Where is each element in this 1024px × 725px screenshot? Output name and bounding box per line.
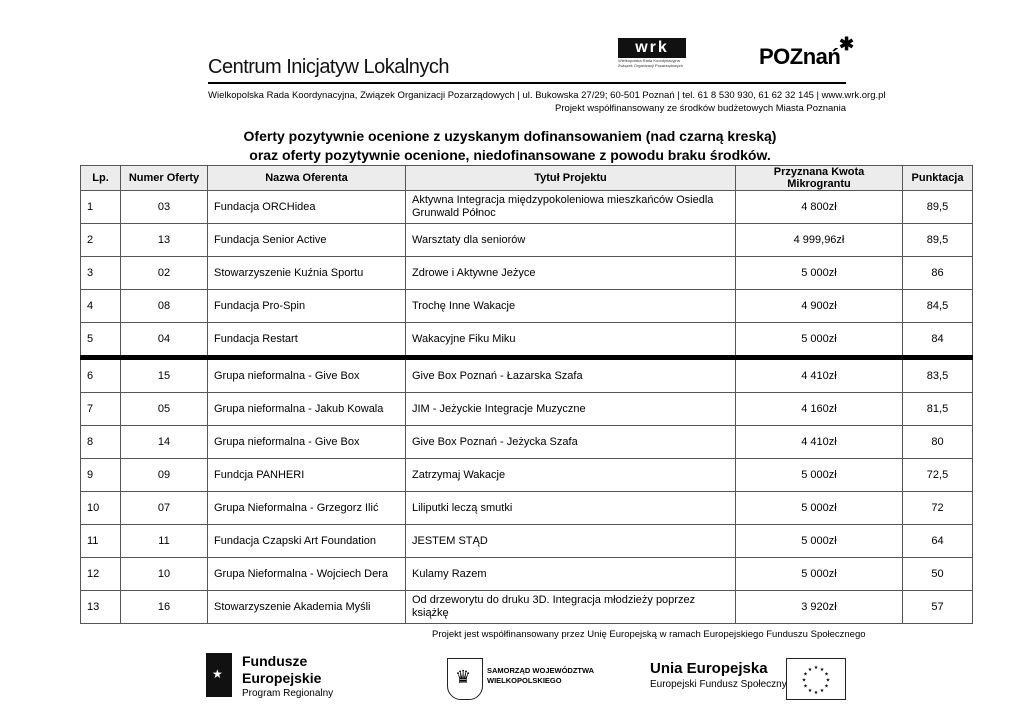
eu-stars-icon	[800, 664, 832, 694]
wrk-logo-subtitle-2: Związek Organizacji Pozarządowych	[618, 63, 684, 68]
header-project-title: Tytuł Projektu	[406, 166, 736, 191]
cell-score: 83,5	[903, 358, 973, 393]
cell-offer-number: 14	[121, 426, 208, 459]
fe-mark-icon: ★	[206, 653, 232, 697]
cell-lp: 13	[81, 591, 121, 624]
cell-lp: 4	[81, 290, 121, 323]
cell-project-title: Liliputki leczą smutki	[406, 492, 736, 525]
cell-project-title: Zatrzymaj Wakacje	[406, 459, 736, 492]
cell-grant-amount: 5 000zł	[736, 323, 903, 358]
table-row	[81, 492, 973, 525]
fe-logo-line2: Europejskie	[242, 670, 322, 686]
cell-grant-amount: 5 000zł	[736, 257, 903, 290]
samorzad-line1: SAMORZĄD WOJEWÓDZTWA	[487, 666, 595, 675]
cell-lp: 2	[81, 224, 121, 257]
cell-lp: 8	[81, 426, 121, 459]
svg-text:★: ★	[807, 667, 813, 673]
cell-applicant-name: Fundcja PANHERI	[208, 459, 406, 492]
cell-project-title: Warsztaty dla seniorów	[406, 224, 736, 257]
cell-lp: 10	[81, 492, 121, 525]
cell-score: 81,5	[903, 393, 973, 426]
cell-offer-number: 07	[121, 492, 208, 525]
cell-grant-amount: 5 000zł	[736, 558, 903, 591]
table-row	[81, 426, 973, 459]
svg-text:★: ★	[819, 688, 825, 694]
cell-score: 72	[903, 492, 973, 525]
cell-offer-number: 13	[121, 224, 208, 257]
svg-text:★: ★	[803, 683, 808, 690]
svg-text:★: ★	[807, 688, 813, 694]
cell-score: 57	[903, 591, 973, 624]
cell-applicant-name: Grupa Nieformalna - Grzegorz Ilić	[208, 492, 406, 525]
cell-offer-number: 05	[121, 393, 208, 426]
cell-offer-number: 08	[121, 290, 208, 323]
svg-text:★: ★	[819, 667, 825, 673]
table-row	[81, 358, 973, 393]
fe-logo-line3: Program Regionalny	[242, 688, 334, 699]
document-title-line1: Oferty pozytywnie ocenione z uzyskanym dofinansowaniem (nad czarną kreską)	[243, 128, 777, 144]
wrk-logo-subtitle: Wielkopolska Rada Koordynacyjna	[618, 58, 680, 63]
cell-grant-amount: 5 000zł	[736, 525, 903, 558]
cell-score: 50	[903, 558, 973, 591]
table-row	[81, 393, 973, 426]
cell-grant-amount: 5 000zł	[736, 459, 903, 492]
cell-offer-number: 11	[121, 525, 208, 558]
header-divider	[208, 82, 846, 84]
cell-grant-amount: 4 900zł	[736, 290, 903, 323]
cell-project-title: Give Box Poznań - Jeżycka Szafa	[406, 426, 736, 459]
table-header-row	[81, 166, 973, 191]
header-lp: Lp.	[81, 166, 121, 191]
table-row	[81, 459, 973, 492]
cell-grant-amount: 4 410zł	[736, 358, 903, 393]
samorzad-line2: WIELKOPOLSKIEGO	[487, 676, 562, 685]
cell-grant-amount: 5 000zł	[736, 492, 903, 525]
cell-lp: 9	[81, 459, 121, 492]
header-offer-number: Numer Oferty	[121, 166, 208, 191]
table-row	[81, 525, 973, 558]
cell-lp: 1	[81, 191, 121, 224]
contact-address: Wielkopolska Rada Koordynacyjna, Związek Organizacji Pozarządowych | ul. Bukowska 27/29; 60-501 Poznań | tel. 61 8 530 930, 61 62 32 145 | www.wrk.org.pl	[208, 90, 886, 101]
cell-project-title: JESTEM STĄD	[406, 525, 736, 558]
cell-applicant-name: Grupa Nieformalna - Wojciech Dera	[208, 558, 406, 591]
table-row-funding-cutoff	[81, 323, 973, 358]
cell-project-title: Kulamy Razem	[406, 558, 736, 591]
svg-text:★: ★	[813, 690, 819, 694]
cell-applicant-name: Grupa nieformalna - Jakub Kowala	[208, 393, 406, 426]
document-title-line2: oraz oferty pozytywnie ocenione, niedofinansowane z powodu braku środków.	[249, 147, 771, 163]
cell-applicant-name: Fundacja Restart	[208, 323, 406, 358]
cell-grant-amount: 3 920zł	[736, 591, 903, 624]
cell-grant-amount: 4 410zł	[736, 426, 903, 459]
cell-score: 64	[903, 525, 973, 558]
header-applicant-name: Nazwa Oferenta	[208, 166, 406, 191]
cell-project-title: Trochę Inne Wakacje	[406, 290, 736, 323]
fe-logo-line1: Fundusze	[242, 653, 308, 669]
cell-offer-number: 03	[121, 191, 208, 224]
cell-offer-number: 10	[121, 558, 208, 591]
table-row	[81, 591, 973, 624]
cell-applicant-name: Fundacja Pro-Spin	[208, 290, 406, 323]
cell-project-title: Aktywna Integracja międzypokoleniowa mieszkańców Osiedla Grunwald Północ	[406, 191, 736, 224]
table-row	[81, 191, 973, 224]
cell-lp: 7	[81, 393, 121, 426]
cell-lp: 12	[81, 558, 121, 591]
cell-offer-number: 04	[121, 323, 208, 358]
document-title	[140, 127, 880, 165]
table-row	[81, 224, 973, 257]
ue-logo-line1: Unia Europejska	[650, 660, 768, 677]
cell-score: 72,5	[903, 459, 973, 492]
cell-applicant-name: Stowarzyszenie Kuźnia Sportu	[208, 257, 406, 290]
table-row	[81, 290, 973, 323]
cell-offer-number: 02	[121, 257, 208, 290]
cell-applicant-name: Fundacja Czapski Art Foundation	[208, 525, 406, 558]
cell-project-title: JIM - Jeżyckie Integracje Muzyczne	[406, 393, 736, 426]
results-table	[80, 165, 973, 624]
cell-grant-amount: 4 800zł	[736, 191, 903, 224]
cell-score: 86	[903, 257, 973, 290]
cell-grant-amount: 4 999,96zł	[736, 224, 903, 257]
asterisk-icon: ✱	[839, 34, 854, 54]
organization-title: Centrum Inicjatyw Lokalnych	[208, 56, 450, 78]
poznan-logo-text: POZnań	[759, 44, 841, 69]
cell-project-title: Give Box Poznań - Łazarska Szafa	[406, 358, 736, 393]
unia-europejska-logo	[650, 660, 787, 690]
svg-text:★: ★	[801, 677, 807, 684]
table-row	[81, 558, 973, 591]
header-score: Punktacja	[903, 166, 973, 191]
poznan-logo	[759, 34, 854, 70]
cell-offer-number: 09	[121, 459, 208, 492]
cell-applicant-name: Fundacja ORCHidea	[208, 191, 406, 224]
crest-icon: ♛	[447, 658, 483, 700]
eu-flag-icon	[786, 658, 846, 700]
cell-applicant-name: Grupa nieformalna - Give Box	[208, 358, 406, 393]
ue-logo-line2: Europejski Fundusz Społeczny	[650, 679, 787, 690]
cell-score: 84,5	[903, 290, 973, 323]
wrk-logo	[618, 38, 686, 68]
svg-text:★: ★	[803, 671, 808, 678]
svg-text:★: ★	[824, 683, 829, 690]
cell-lp: 6	[81, 358, 121, 393]
eu-funding-note: Projekt jest współfinansowany przez Unię Europejską w ramach Europejskiego Funduszu Społecznego	[432, 629, 866, 640]
cell-project-title: Zdrowe i Aktywne Jeżyce	[406, 257, 736, 290]
cell-lp: 5	[81, 323, 121, 358]
cell-lp: 11	[81, 525, 121, 558]
cell-score: 80	[903, 426, 973, 459]
cell-score: 84	[903, 323, 973, 358]
cell-offer-number: 15	[121, 358, 208, 393]
cell-project-title: Od drzeworytu do druku 3D. Integracja młodzieży poprzez książkę	[406, 591, 736, 624]
cell-offer-number: 16	[121, 591, 208, 624]
cell-applicant-name: Grupa nieformalna - Give Box	[208, 426, 406, 459]
cell-applicant-name: Fundacja Senior Active	[208, 224, 406, 257]
svg-text:★: ★	[825, 677, 831, 684]
svg-text:★: ★	[824, 671, 829, 678]
funding-note: Projekt współfinansowany ze środków budżetowych Miasta Poznania	[555, 103, 846, 114]
cell-project-title: Wakacyjne Fiku Miku	[406, 323, 736, 358]
svg-text:★: ★	[813, 665, 819, 671]
table-row	[81, 257, 973, 290]
cell-grant-amount: 4 160zł	[736, 393, 903, 426]
cell-score: 89,5	[903, 224, 973, 257]
cell-applicant-name: Stowarzyszenie Akademia Myśli	[208, 591, 406, 624]
wrk-logo-mark: wrk	[618, 38, 686, 58]
header-grant-amount: Przyznana Kwota Mikrograntu	[736, 166, 903, 191]
cell-lp: 3	[81, 257, 121, 290]
cell-score: 89,5	[903, 191, 973, 224]
